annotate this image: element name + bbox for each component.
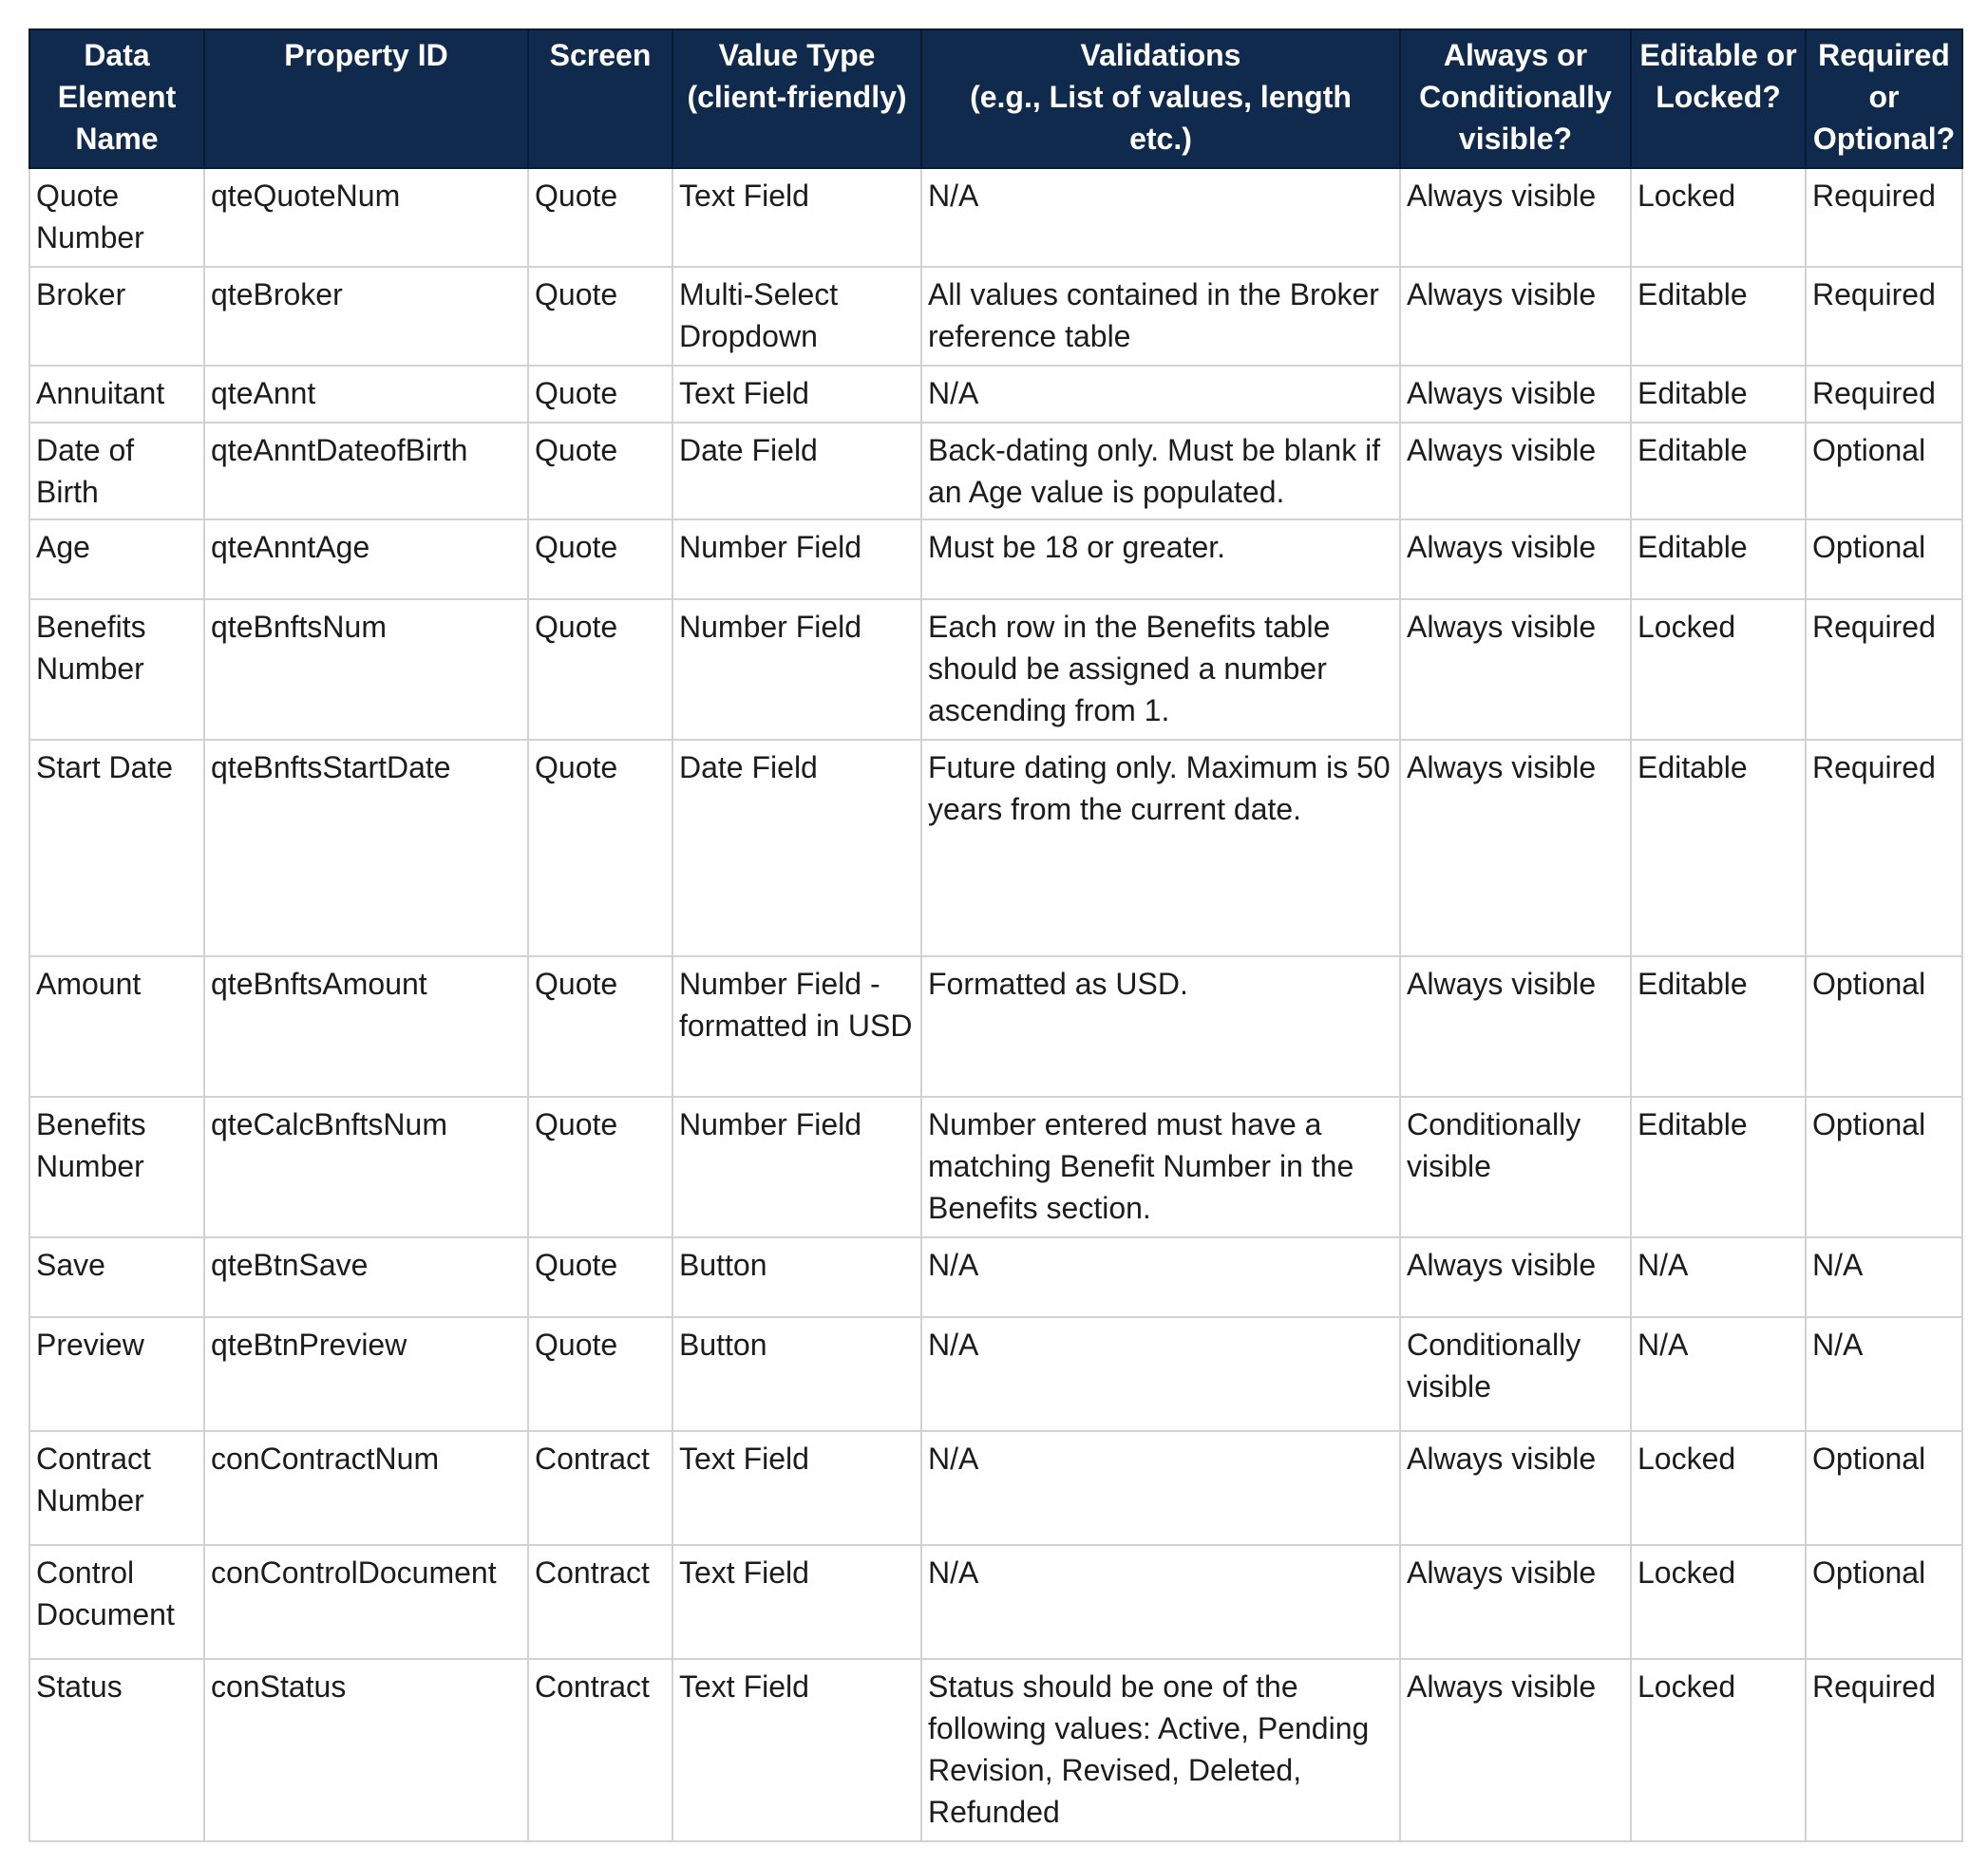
cell-screen: Quote xyxy=(528,1097,672,1237)
cell-validations: Future dating only. Maximum is 50 years from the current date. xyxy=(921,740,1400,956)
cell-validations: Each row in the Benefits table should be assigned a number ascending from 1. xyxy=(921,599,1400,740)
cell-validations: Status should be one of the following values: Active, Pending Revision, Revised, Deleted, Refunded xyxy=(921,1659,1400,1841)
cell-validations: N/A xyxy=(921,1237,1400,1317)
cell-value-type: Number Field xyxy=(672,1097,921,1237)
cell-screen: Quote xyxy=(528,740,672,956)
table-row xyxy=(29,956,1962,1097)
cell-visibility: Always visible xyxy=(1400,1431,1631,1545)
cell-editable-or-locked: N/A xyxy=(1631,1237,1806,1317)
cell-visibility: Always visible xyxy=(1400,267,1631,366)
cell-editable-or-locked: Editable xyxy=(1631,740,1806,956)
cell-validations: Must be 18 or greater. xyxy=(921,519,1400,599)
cell-data-element-name: Broker xyxy=(29,267,204,366)
table-row xyxy=(29,519,1962,599)
cell-property-id: conControlDocument xyxy=(204,1545,528,1659)
cell-data-element-name: Date of Birth xyxy=(29,423,204,519)
cell-visibility: Always visible xyxy=(1400,519,1631,599)
column-header-data-element-name xyxy=(29,29,204,168)
cell-required-or-optional: N/A xyxy=(1806,1237,1962,1317)
table-row xyxy=(29,1431,1962,1545)
cell-validations: N/A xyxy=(921,168,1400,267)
cell-property-id: qteBnftsStartDate xyxy=(204,740,528,956)
cell-validations: Number entered must have a matching Benefit Number in the Benefits section. xyxy=(921,1097,1400,1237)
table-row xyxy=(29,423,1962,519)
column-header-value-type xyxy=(672,29,921,168)
cell-required-or-optional: Optional xyxy=(1806,956,1962,1097)
column-header-line: Locked? xyxy=(1656,80,1781,114)
table-body xyxy=(29,168,1962,1841)
cell-property-id: qteBnftsNum xyxy=(204,599,528,740)
table-row xyxy=(29,366,1962,423)
table-row xyxy=(29,1317,1962,1431)
table-row xyxy=(29,168,1962,267)
cell-data-element-name: Contract Number xyxy=(29,1431,204,1545)
cell-editable-or-locked: Editable xyxy=(1631,423,1806,519)
cell-editable-or-locked: Editable xyxy=(1631,1097,1806,1237)
cell-required-or-optional: Optional xyxy=(1806,519,1962,599)
cell-value-type: Number Field xyxy=(672,519,921,599)
cell-validations: Formatted as USD. xyxy=(921,956,1400,1097)
cell-data-element-name: Control Document xyxy=(29,1545,204,1659)
cell-value-type: Date Field xyxy=(672,423,921,519)
cell-visibility: Always visible xyxy=(1400,366,1631,423)
column-header-line: Required xyxy=(1818,38,1950,72)
cell-value-type: Text Field xyxy=(672,366,921,423)
cell-data-element-name: Preview xyxy=(29,1317,204,1431)
cell-property-id: qteBtnSave xyxy=(204,1237,528,1317)
column-header-line: Always or xyxy=(1443,38,1588,72)
cell-property-id: qteQuoteNum xyxy=(204,168,528,267)
column-header-line: Value Type xyxy=(718,38,876,72)
table-row xyxy=(29,599,1962,740)
cell-data-element-name: Quote Number xyxy=(29,168,204,267)
table-row xyxy=(29,1237,1962,1317)
cell-editable-or-locked: Locked xyxy=(1631,1545,1806,1659)
cell-visibility: Always visible xyxy=(1400,168,1631,267)
cell-visibility: Conditionally visible xyxy=(1400,1097,1631,1237)
cell-screen: Quote xyxy=(528,267,672,366)
column-header-editable-or-locked xyxy=(1631,29,1806,168)
cell-property-id: qteAnntDateofBirth xyxy=(204,423,528,519)
column-header-line: Validations xyxy=(1080,38,1241,72)
cell-required-or-optional: Required xyxy=(1806,1659,1962,1841)
cell-visibility: Always visible xyxy=(1400,956,1631,1097)
cell-visibility: Always visible xyxy=(1400,1659,1631,1841)
cell-screen: Contract xyxy=(528,1659,672,1841)
cell-value-type: Text Field xyxy=(672,1431,921,1545)
column-header-line: Element xyxy=(57,80,177,114)
cell-screen: Quote xyxy=(528,1237,672,1317)
cell-screen: Quote xyxy=(528,956,672,1097)
column-header-property-id xyxy=(204,29,528,168)
cell-data-element-name: Amount xyxy=(29,956,204,1097)
column-header-line: Name xyxy=(75,122,159,156)
cell-data-element-name: Benefits Number xyxy=(29,1097,204,1237)
cell-value-type: Text Field xyxy=(672,1545,921,1659)
cell-required-or-optional: Optional xyxy=(1806,1097,1962,1237)
column-header-line: visible? xyxy=(1458,122,1573,156)
table-row xyxy=(29,267,1962,366)
cell-value-type: Date Field xyxy=(672,740,921,956)
cell-data-element-name: Age xyxy=(29,519,204,599)
header-row xyxy=(29,29,1962,168)
cell-screen: Quote xyxy=(528,168,672,267)
column-header-line: (client-friendly) xyxy=(687,80,907,114)
column-header-line: or xyxy=(1868,80,1900,114)
cell-editable-or-locked: Editable xyxy=(1631,366,1806,423)
cell-screen: Quote xyxy=(528,519,672,599)
column-header-line: etc.) xyxy=(1129,122,1192,156)
cell-editable-or-locked: Editable xyxy=(1631,267,1806,366)
column-header-screen xyxy=(528,29,672,168)
cell-property-id: qteAnnt xyxy=(204,366,528,423)
table-row xyxy=(29,1545,1962,1659)
cell-data-element-name: Save xyxy=(29,1237,204,1317)
cell-required-or-optional: Required xyxy=(1806,168,1962,267)
table-header xyxy=(29,29,1962,168)
cell-screen: Quote xyxy=(528,366,672,423)
cell-validations: Back-dating only. Must be blank if an Age value is populated. xyxy=(921,423,1400,519)
column-header-line: Conditionally xyxy=(1419,80,1612,114)
cell-screen: Contract xyxy=(528,1431,672,1545)
cell-value-type: Number Field xyxy=(672,599,921,740)
cell-required-or-optional: Optional xyxy=(1806,423,1962,519)
cell-validations: N/A xyxy=(921,1545,1400,1659)
cell-property-id: qteBnftsAmount xyxy=(204,956,528,1097)
cell-value-type: Text Field xyxy=(672,168,921,267)
cell-required-or-optional: Optional xyxy=(1806,1545,1962,1659)
cell-visibility: Conditionally visible xyxy=(1400,1317,1631,1431)
cell-editable-or-locked: Locked xyxy=(1631,1659,1806,1841)
cell-required-or-optional: N/A xyxy=(1806,1317,1962,1431)
cell-editable-or-locked: Locked xyxy=(1631,168,1806,267)
column-header-line: Editable or xyxy=(1639,38,1797,72)
cell-visibility: Always visible xyxy=(1400,599,1631,740)
cell-property-id: conStatus xyxy=(204,1659,528,1841)
cell-visibility: Always visible xyxy=(1400,1237,1631,1317)
cell-screen: Quote xyxy=(528,423,672,519)
cell-value-type: Number Field - formatted in USD xyxy=(672,956,921,1097)
cell-validations: All values contained in the Broker reference table xyxy=(921,267,1400,366)
cell-visibility: Always visible xyxy=(1400,1545,1631,1659)
cell-value-type: Multi-Select Dropdown xyxy=(672,267,921,366)
table-row xyxy=(29,1659,1962,1841)
cell-screen: Quote xyxy=(528,599,672,740)
cell-screen: Contract xyxy=(528,1545,672,1659)
column-header-validations xyxy=(921,29,1400,168)
cell-editable-or-locked: Editable xyxy=(1631,519,1806,599)
cell-property-id: qteBroker xyxy=(204,267,528,366)
cell-validations: N/A xyxy=(921,1431,1400,1545)
cell-editable-or-locked: Locked xyxy=(1631,1431,1806,1545)
cell-property-id: qteBtnPreview xyxy=(204,1317,528,1431)
column-header-line: Screen xyxy=(549,38,652,72)
column-header-required-or-optional xyxy=(1806,29,1962,168)
cell-data-element-name: Benefits Number xyxy=(29,599,204,740)
table-row xyxy=(29,740,1962,956)
cell-required-or-optional: Required xyxy=(1806,740,1962,956)
cell-visibility: Always visible xyxy=(1400,740,1631,956)
column-header-line: Optional? xyxy=(1812,122,1956,156)
cell-property-id: qteAnntAge xyxy=(204,519,528,599)
cell-required-or-optional: Required xyxy=(1806,366,1962,423)
cell-required-or-optional: Optional xyxy=(1806,1431,1962,1545)
cell-editable-or-locked: N/A xyxy=(1631,1317,1806,1431)
column-header-visibility xyxy=(1400,29,1631,168)
cell-visibility: Always visible xyxy=(1400,423,1631,519)
cell-editable-or-locked: Editable xyxy=(1631,956,1806,1097)
cell-required-or-optional: Required xyxy=(1806,267,1962,366)
cell-value-type: Button xyxy=(672,1317,921,1431)
cell-validations: N/A xyxy=(921,1317,1400,1431)
cell-editable-or-locked: Locked xyxy=(1631,599,1806,740)
column-header-line: (e.g., List of values, length xyxy=(970,80,1352,114)
cell-required-or-optional: Required xyxy=(1806,599,1962,740)
table-row xyxy=(29,1097,1962,1237)
cell-property-id: qteCalcBnftsNum xyxy=(204,1097,528,1237)
cell-screen: Quote xyxy=(528,1317,672,1431)
cell-data-element-name: Status xyxy=(29,1659,204,1841)
column-header-line: Property ID xyxy=(284,38,448,72)
data-element-table xyxy=(28,28,1963,1842)
cell-value-type: Button xyxy=(672,1237,921,1317)
cell-validations: N/A xyxy=(921,366,1400,423)
cell-data-element-name: Annuitant xyxy=(29,366,204,423)
cell-data-element-name: Start Date xyxy=(29,740,204,956)
cell-property-id: conContractNum xyxy=(204,1431,528,1545)
column-header-line: Data xyxy=(84,38,150,72)
cell-value-type: Text Field xyxy=(672,1659,921,1841)
